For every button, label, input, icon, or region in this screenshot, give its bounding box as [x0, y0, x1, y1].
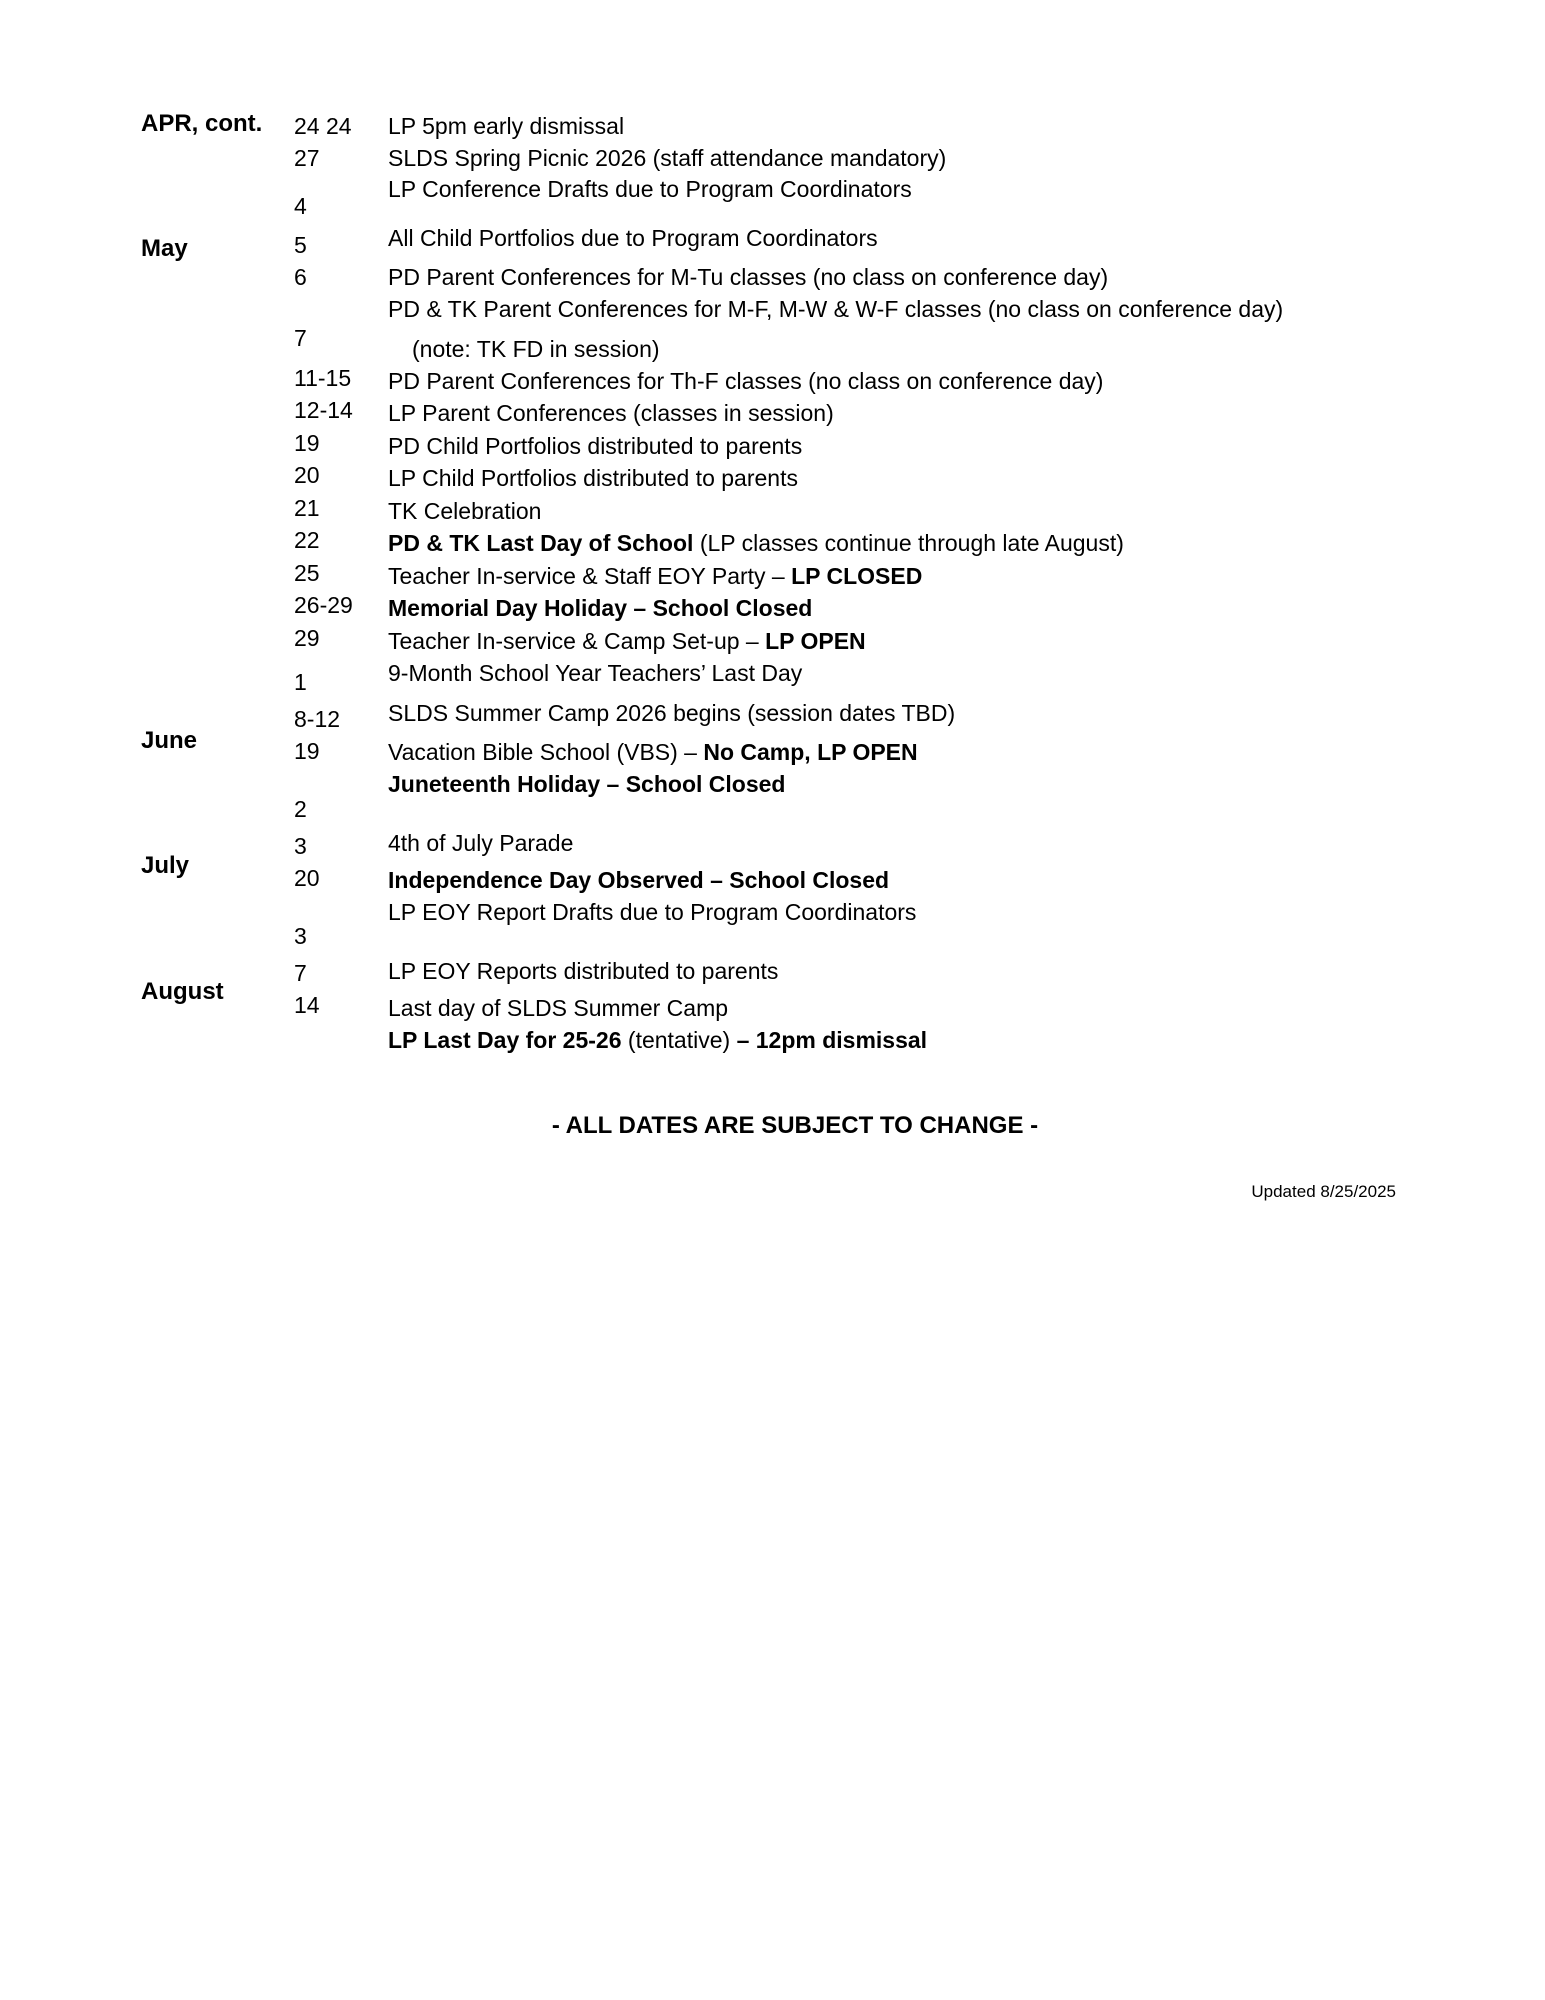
date-cell: 20: [294, 462, 320, 488]
date-cell: 3: [294, 833, 307, 859]
date-cell: 11-15: [294, 365, 352, 391]
date-cell: 6: [294, 264, 307, 290]
month-heading-august: August: [141, 978, 224, 1005]
subject-to-change-notice: - ALL DATES ARE SUBJECT TO CHANGE -: [551, 1112, 1039, 1139]
event-plain-part: Vacation Bible School (VBS) –: [388, 739, 704, 765]
event-entry: SLDS Summer Camp 2026 begins (session dates TBD): [388, 700, 956, 726]
event-bold-part: LP CLOSED: [791, 563, 923, 589]
event-bold-part: PD & TK Last Day of School: [388, 530, 694, 556]
event-entry: SLDS Spring Picnic 2026 (staff attendance mandatory): [388, 145, 947, 171]
event-note: (note: TK FD in session): [412, 336, 660, 362]
event-entry: LP EOY Report Drafts due to Program Coordinators: [388, 899, 917, 925]
event-plain-part: (LP classes continue through late August): [693, 530, 1124, 556]
event-bold-part: No Camp, LP OPEN: [703, 739, 918, 765]
date-cell: 8-12: [294, 706, 341, 732]
date-cell: 27: [294, 145, 320, 171]
event-entry: PD Parent Conferences for Th-F classes (no class on conference day): [388, 368, 1104, 394]
event-plain-part: (tentative): [621, 1027, 737, 1053]
event-entry: LP 5pm early dismissal: [388, 113, 625, 139]
event-entry: 4th of July Parade: [388, 830, 574, 856]
event-entry: PD & TK Parent Conferences for M-F, M-W & W-F classes (no class on conference day): [388, 296, 1284, 322]
month-heading-april: APR, cont.: [141, 110, 263, 137]
month-heading-may: May: [141, 235, 188, 262]
date-cell: 4: [294, 193, 307, 219]
event-entry: Juneteenth Holiday – School Closed: [388, 771, 786, 797]
date-cell: 21: [294, 495, 320, 521]
event-entry: 9-Month School Year Teachers’ Last Day: [388, 660, 803, 686]
event-entry: [388, 532, 1124, 555]
event-entry: [388, 741, 918, 764]
date-cell: 24 24: [294, 113, 352, 139]
date-cell: 25: [294, 560, 320, 586]
updated-date: Updated 8/25/2025: [1251, 1182, 1396, 1201]
event-entry: LP Parent Conferences (classes in session): [388, 400, 834, 426]
date-cell: 19: [294, 430, 320, 456]
event-entry: LP Child Portfolios distributed to parents: [388, 465, 798, 491]
event-entry: PD Child Portfolios distributed to parents: [388, 433, 803, 459]
event-plain-part: Teacher In-service & Staff EOY Party –: [388, 563, 792, 589]
date-cell: 1: [294, 669, 307, 695]
date-cell: 29: [294, 625, 320, 651]
event-entry: Last day of SLDS Summer Camp: [388, 995, 729, 1021]
date-cell: 7: [294, 960, 307, 986]
event-entry: [388, 1029, 927, 1052]
event-bold-part: LP OPEN: [765, 628, 866, 654]
date-cell: 19: [294, 738, 320, 764]
event-entry: Independence Day Observed – School Closed: [388, 867, 890, 893]
date-cell: 7: [294, 325, 307, 351]
event-entry: [388, 565, 922, 588]
date-cell: 14: [294, 992, 320, 1018]
event-entry: PD Parent Conferences for M-Tu classes (no class on conference day): [388, 264, 1109, 290]
date-cell: 26-29: [294, 592, 353, 618]
month-heading-july: July: [141, 852, 190, 879]
event-entry: Memorial Day Holiday – School Closed: [388, 595, 813, 621]
month-heading-june: June: [141, 727, 198, 754]
event-plain-part: Teacher In-service & Camp Set-up –: [388, 628, 766, 654]
event-entry: LP EOY Reports distributed to parents: [388, 958, 779, 984]
event-entry: TK Celebration: [388, 498, 542, 524]
event-entry: LP Conference Drafts due to Program Coordinators: [388, 176, 912, 202]
date-cell: 12-14: [294, 397, 353, 423]
event-bold-part: – 12pm dismissal: [736, 1027, 928, 1053]
event-bold-part: LP Last Day for 25-26: [388, 1027, 622, 1053]
date-cell: 22: [294, 527, 320, 553]
date-cell: 5: [294, 232, 307, 258]
event-entry: [388, 630, 866, 653]
date-cell: 2: [294, 796, 307, 822]
event-entry: All Child Portfolios due to Program Coordinators: [388, 225, 878, 251]
date-cell: 20: [294, 865, 320, 891]
date-cell: 3: [294, 923, 307, 949]
